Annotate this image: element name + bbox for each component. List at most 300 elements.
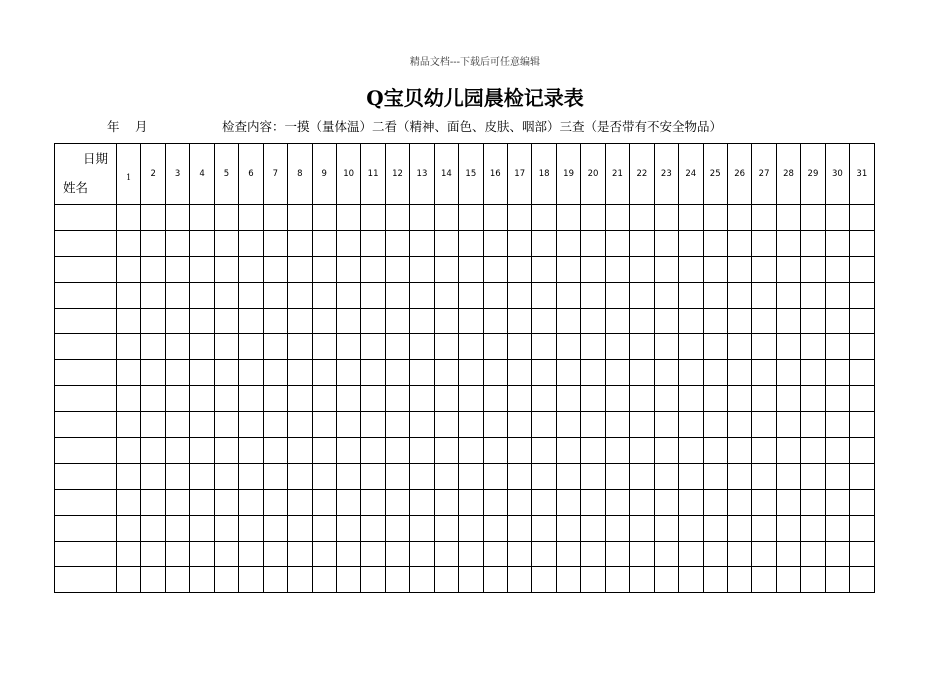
check-cell[interactable]	[361, 256, 385, 282]
check-cell[interactable]	[263, 567, 287, 593]
check-cell[interactable]	[410, 282, 434, 308]
check-cell[interactable]	[556, 567, 580, 593]
check-cell[interactable]	[385, 463, 409, 489]
check-cell[interactable]	[141, 308, 165, 334]
check-cell[interactable]	[752, 334, 776, 360]
check-cell[interactable]	[581, 360, 605, 386]
check-cell[interactable]	[385, 360, 409, 386]
check-cell[interactable]	[434, 515, 458, 541]
check-cell[interactable]	[361, 489, 385, 515]
check-cell[interactable]	[239, 438, 263, 464]
check-cell[interactable]	[605, 360, 629, 386]
check-cell[interactable]	[581, 334, 605, 360]
check-cell[interactable]	[654, 386, 678, 412]
check-cell[interactable]	[605, 386, 629, 412]
name-cell[interactable]	[55, 438, 117, 464]
check-cell[interactable]	[336, 438, 360, 464]
check-cell[interactable]	[483, 489, 507, 515]
check-cell[interactable]	[141, 386, 165, 412]
check-cell[interactable]	[312, 308, 336, 334]
check-cell[interactable]	[850, 308, 874, 334]
check-cell[interactable]	[654, 463, 678, 489]
check-cell[interactable]	[776, 282, 800, 308]
check-cell[interactable]	[654, 308, 678, 334]
check-cell[interactable]	[312, 541, 336, 567]
check-cell[interactable]	[654, 489, 678, 515]
check-cell[interactable]	[679, 282, 703, 308]
check-cell[interactable]	[483, 515, 507, 541]
check-cell[interactable]	[117, 230, 141, 256]
check-cell[interactable]	[239, 334, 263, 360]
check-cell[interactable]	[605, 438, 629, 464]
check-cell[interactable]	[825, 541, 849, 567]
check-cell[interactable]	[312, 386, 336, 412]
check-cell[interactable]	[801, 360, 825, 386]
name-cell[interactable]	[55, 334, 117, 360]
check-cell[interactable]	[679, 567, 703, 593]
check-cell[interactable]	[654, 515, 678, 541]
check-cell[interactable]	[605, 515, 629, 541]
check-cell[interactable]	[239, 515, 263, 541]
check-cell[interactable]	[825, 230, 849, 256]
check-cell[interactable]	[508, 541, 532, 567]
check-cell[interactable]	[581, 282, 605, 308]
check-cell[interactable]	[312, 360, 336, 386]
name-cell[interactable]	[55, 489, 117, 515]
check-cell[interactable]	[532, 256, 556, 282]
check-cell[interactable]	[141, 282, 165, 308]
check-cell[interactable]	[727, 256, 751, 282]
check-cell[interactable]	[679, 334, 703, 360]
check-cell[interactable]	[581, 230, 605, 256]
check-cell[interactable]	[385, 515, 409, 541]
check-cell[interactable]	[483, 308, 507, 334]
check-cell[interactable]	[434, 489, 458, 515]
check-cell[interactable]	[190, 463, 214, 489]
check-cell[interactable]	[532, 412, 556, 438]
check-cell[interactable]	[825, 308, 849, 334]
check-cell[interactable]	[263, 282, 287, 308]
check-cell[interactable]	[850, 360, 874, 386]
check-cell[interactable]	[312, 282, 336, 308]
check-cell[interactable]	[532, 489, 556, 515]
name-cell[interactable]	[55, 256, 117, 282]
check-cell[interactable]	[141, 205, 165, 231]
check-cell[interactable]	[703, 205, 727, 231]
check-cell[interactable]	[483, 230, 507, 256]
check-cell[interactable]	[581, 489, 605, 515]
check-cell[interactable]	[483, 256, 507, 282]
check-cell[interactable]	[434, 334, 458, 360]
check-cell[interactable]	[605, 282, 629, 308]
check-cell[interactable]	[288, 230, 312, 256]
check-cell[interactable]	[190, 256, 214, 282]
check-cell[interactable]	[239, 282, 263, 308]
check-cell[interactable]	[483, 386, 507, 412]
check-cell[interactable]	[483, 541, 507, 567]
check-cell[interactable]	[410, 541, 434, 567]
check-cell[interactable]	[508, 360, 532, 386]
check-cell[interactable]	[532, 515, 556, 541]
check-cell[interactable]	[190, 360, 214, 386]
check-cell[interactable]	[459, 308, 483, 334]
check-cell[interactable]	[263, 412, 287, 438]
check-cell[interactable]	[361, 438, 385, 464]
check-cell[interactable]	[630, 567, 654, 593]
check-cell[interactable]	[117, 489, 141, 515]
check-cell[interactable]	[825, 360, 849, 386]
check-cell[interactable]	[679, 360, 703, 386]
check-cell[interactable]	[850, 489, 874, 515]
check-cell[interactable]	[190, 567, 214, 593]
check-cell[interactable]	[776, 205, 800, 231]
check-cell[interactable]	[214, 334, 238, 360]
check-cell[interactable]	[288, 463, 312, 489]
check-cell[interactable]	[850, 463, 874, 489]
check-cell[interactable]	[776, 463, 800, 489]
check-cell[interactable]	[410, 463, 434, 489]
check-cell[interactable]	[556, 386, 580, 412]
name-cell[interactable]	[55, 386, 117, 412]
check-cell[interactable]	[825, 205, 849, 231]
check-cell[interactable]	[336, 334, 360, 360]
check-cell[interactable]	[190, 205, 214, 231]
check-cell[interactable]	[630, 412, 654, 438]
check-cell[interactable]	[483, 282, 507, 308]
check-cell[interactable]	[508, 282, 532, 308]
name-cell[interactable]	[55, 515, 117, 541]
check-cell[interactable]	[190, 489, 214, 515]
check-cell[interactable]	[605, 412, 629, 438]
check-cell[interactable]	[239, 541, 263, 567]
check-cell[interactable]	[214, 567, 238, 593]
check-cell[interactable]	[801, 308, 825, 334]
check-cell[interactable]	[385, 541, 409, 567]
check-cell[interactable]	[214, 282, 238, 308]
check-cell[interactable]	[361, 334, 385, 360]
check-cell[interactable]	[727, 567, 751, 593]
check-cell[interactable]	[336, 282, 360, 308]
check-cell[interactable]	[532, 463, 556, 489]
check-cell[interactable]	[703, 412, 727, 438]
check-cell[interactable]	[581, 541, 605, 567]
check-cell[interactable]	[190, 515, 214, 541]
check-cell[interactable]	[654, 205, 678, 231]
check-cell[interactable]	[679, 412, 703, 438]
check-cell[interactable]	[434, 541, 458, 567]
check-cell[interactable]	[165, 515, 189, 541]
check-cell[interactable]	[385, 438, 409, 464]
check-cell[interactable]	[679, 308, 703, 334]
check-cell[interactable]	[654, 412, 678, 438]
check-cell[interactable]	[508, 515, 532, 541]
check-cell[interactable]	[703, 515, 727, 541]
check-cell[interactable]	[508, 463, 532, 489]
check-cell[interactable]	[776, 412, 800, 438]
check-cell[interactable]	[727, 438, 751, 464]
check-cell[interactable]	[581, 438, 605, 464]
check-cell[interactable]	[679, 386, 703, 412]
check-cell[interactable]	[141, 515, 165, 541]
check-cell[interactable]	[752, 438, 776, 464]
check-cell[interactable]	[727, 489, 751, 515]
check-cell[interactable]	[581, 412, 605, 438]
check-cell[interactable]	[727, 360, 751, 386]
check-cell[interactable]	[727, 463, 751, 489]
check-cell[interactable]	[556, 360, 580, 386]
check-cell[interactable]	[141, 256, 165, 282]
check-cell[interactable]	[556, 256, 580, 282]
check-cell[interactable]	[263, 360, 287, 386]
check-cell[interactable]	[214, 541, 238, 567]
check-cell[interactable]	[508, 412, 532, 438]
check-cell[interactable]	[679, 438, 703, 464]
check-cell[interactable]	[581, 463, 605, 489]
check-cell[interactable]	[117, 334, 141, 360]
check-cell[interactable]	[434, 412, 458, 438]
check-cell[interactable]	[556, 282, 580, 308]
check-cell[interactable]	[385, 489, 409, 515]
check-cell[interactable]	[508, 308, 532, 334]
check-cell[interactable]	[117, 515, 141, 541]
check-cell[interactable]	[703, 567, 727, 593]
check-cell[interactable]	[214, 386, 238, 412]
check-cell[interactable]	[165, 256, 189, 282]
check-cell[interactable]	[385, 334, 409, 360]
check-cell[interactable]	[850, 386, 874, 412]
check-cell[interactable]	[508, 334, 532, 360]
check-cell[interactable]	[703, 334, 727, 360]
check-cell[interactable]	[776, 334, 800, 360]
check-cell[interactable]	[214, 438, 238, 464]
check-cell[interactable]	[532, 360, 556, 386]
check-cell[interactable]	[190, 230, 214, 256]
check-cell[interactable]	[752, 282, 776, 308]
check-cell[interactable]	[165, 386, 189, 412]
check-cell[interactable]	[141, 334, 165, 360]
check-cell[interactable]	[752, 463, 776, 489]
check-cell[interactable]	[605, 230, 629, 256]
check-cell[interactable]	[410, 438, 434, 464]
check-cell[interactable]	[776, 360, 800, 386]
name-cell[interactable]	[55, 230, 117, 256]
check-cell[interactable]	[214, 489, 238, 515]
check-cell[interactable]	[825, 489, 849, 515]
check-cell[interactable]	[630, 256, 654, 282]
check-cell[interactable]	[361, 463, 385, 489]
check-cell[interactable]	[679, 463, 703, 489]
check-cell[interactable]	[263, 230, 287, 256]
check-cell[interactable]	[141, 489, 165, 515]
check-cell[interactable]	[556, 230, 580, 256]
check-cell[interactable]	[776, 230, 800, 256]
check-cell[interactable]	[630, 360, 654, 386]
check-cell[interactable]	[752, 489, 776, 515]
check-cell[interactable]	[117, 386, 141, 412]
check-cell[interactable]	[630, 282, 654, 308]
check-cell[interactable]	[459, 438, 483, 464]
check-cell[interactable]	[190, 541, 214, 567]
check-cell[interactable]	[263, 205, 287, 231]
check-cell[interactable]	[288, 282, 312, 308]
check-cell[interactable]	[581, 515, 605, 541]
check-cell[interactable]	[654, 567, 678, 593]
check-cell[interactable]	[630, 489, 654, 515]
check-cell[interactable]	[361, 386, 385, 412]
check-cell[interactable]	[654, 360, 678, 386]
check-cell[interactable]	[459, 230, 483, 256]
check-cell[interactable]	[190, 412, 214, 438]
check-cell[interactable]	[776, 541, 800, 567]
check-cell[interactable]	[605, 256, 629, 282]
check-cell[interactable]	[776, 515, 800, 541]
check-cell[interactable]	[801, 463, 825, 489]
check-cell[interactable]	[336, 567, 360, 593]
check-cell[interactable]	[825, 438, 849, 464]
check-cell[interactable]	[239, 386, 263, 412]
check-cell[interactable]	[752, 205, 776, 231]
check-cell[interactable]	[605, 308, 629, 334]
check-cell[interactable]	[214, 463, 238, 489]
check-cell[interactable]	[825, 282, 849, 308]
check-cell[interactable]	[336, 463, 360, 489]
check-cell[interactable]	[605, 489, 629, 515]
check-cell[interactable]	[361, 308, 385, 334]
check-cell[interactable]	[434, 256, 458, 282]
check-cell[interactable]	[459, 205, 483, 231]
check-cell[interactable]	[263, 334, 287, 360]
check-cell[interactable]	[288, 567, 312, 593]
check-cell[interactable]	[312, 438, 336, 464]
check-cell[interactable]	[581, 567, 605, 593]
check-cell[interactable]	[385, 282, 409, 308]
check-cell[interactable]	[727, 515, 751, 541]
check-cell[interactable]	[361, 515, 385, 541]
name-cell[interactable]	[55, 205, 117, 231]
check-cell[interactable]	[263, 438, 287, 464]
check-cell[interactable]	[459, 256, 483, 282]
check-cell[interactable]	[165, 541, 189, 567]
check-cell[interactable]	[581, 308, 605, 334]
check-cell[interactable]	[483, 360, 507, 386]
name-cell[interactable]	[55, 463, 117, 489]
check-cell[interactable]	[434, 438, 458, 464]
check-cell[interactable]	[336, 205, 360, 231]
name-cell[interactable]	[55, 360, 117, 386]
check-cell[interactable]	[239, 256, 263, 282]
check-cell[interactable]	[703, 489, 727, 515]
check-cell[interactable]	[459, 334, 483, 360]
check-cell[interactable]	[801, 205, 825, 231]
check-cell[interactable]	[630, 541, 654, 567]
check-cell[interactable]	[288, 541, 312, 567]
check-cell[interactable]	[850, 230, 874, 256]
check-cell[interactable]	[703, 230, 727, 256]
check-cell[interactable]	[727, 412, 751, 438]
check-cell[interactable]	[459, 386, 483, 412]
check-cell[interactable]	[556, 205, 580, 231]
check-cell[interactable]	[263, 515, 287, 541]
check-cell[interactable]	[336, 386, 360, 412]
check-cell[interactable]	[605, 205, 629, 231]
check-cell[interactable]	[850, 438, 874, 464]
check-cell[interactable]	[410, 515, 434, 541]
check-cell[interactable]	[288, 205, 312, 231]
check-cell[interactable]	[776, 489, 800, 515]
check-cell[interactable]	[117, 412, 141, 438]
check-cell[interactable]	[581, 205, 605, 231]
check-cell[interactable]	[654, 541, 678, 567]
check-cell[interactable]	[312, 567, 336, 593]
check-cell[interactable]	[752, 386, 776, 412]
check-cell[interactable]	[532, 282, 556, 308]
check-cell[interactable]	[288, 360, 312, 386]
check-cell[interactable]	[727, 308, 751, 334]
check-cell[interactable]	[581, 256, 605, 282]
check-cell[interactable]	[410, 256, 434, 282]
check-cell[interactable]	[752, 412, 776, 438]
check-cell[interactable]	[239, 230, 263, 256]
check-cell[interactable]	[190, 438, 214, 464]
check-cell[interactable]	[532, 205, 556, 231]
check-cell[interactable]	[385, 386, 409, 412]
check-cell[interactable]	[410, 386, 434, 412]
check-cell[interactable]	[410, 567, 434, 593]
check-cell[interactable]	[801, 334, 825, 360]
check-cell[interactable]	[532, 334, 556, 360]
check-cell[interactable]	[312, 412, 336, 438]
check-cell[interactable]	[312, 334, 336, 360]
check-cell[interactable]	[801, 489, 825, 515]
check-cell[interactable]	[776, 438, 800, 464]
check-cell[interactable]	[825, 567, 849, 593]
check-cell[interactable]	[850, 541, 874, 567]
check-cell[interactable]	[410, 412, 434, 438]
check-cell[interactable]	[336, 489, 360, 515]
check-cell[interactable]	[703, 438, 727, 464]
check-cell[interactable]	[483, 438, 507, 464]
check-cell[interactable]	[654, 282, 678, 308]
check-cell[interactable]	[850, 334, 874, 360]
check-cell[interactable]	[825, 412, 849, 438]
check-cell[interactable]	[434, 463, 458, 489]
check-cell[interactable]	[117, 541, 141, 567]
check-cell[interactable]	[459, 489, 483, 515]
check-cell[interactable]	[654, 256, 678, 282]
name-cell[interactable]	[55, 308, 117, 334]
check-cell[interactable]	[508, 256, 532, 282]
check-cell[interactable]	[630, 438, 654, 464]
check-cell[interactable]	[630, 230, 654, 256]
check-cell[interactable]	[581, 386, 605, 412]
check-cell[interactable]	[117, 567, 141, 593]
check-cell[interactable]	[703, 256, 727, 282]
check-cell[interactable]	[385, 567, 409, 593]
check-cell[interactable]	[336, 515, 360, 541]
check-cell[interactable]	[752, 256, 776, 282]
check-cell[interactable]	[410, 205, 434, 231]
check-cell[interactable]	[288, 334, 312, 360]
check-cell[interactable]	[239, 308, 263, 334]
check-cell[interactable]	[459, 282, 483, 308]
check-cell[interactable]	[532, 438, 556, 464]
check-cell[interactable]	[605, 541, 629, 567]
check-cell[interactable]	[679, 489, 703, 515]
check-cell[interactable]	[483, 205, 507, 231]
check-cell[interactable]	[630, 386, 654, 412]
check-cell[interactable]	[508, 489, 532, 515]
name-cell[interactable]	[55, 567, 117, 593]
